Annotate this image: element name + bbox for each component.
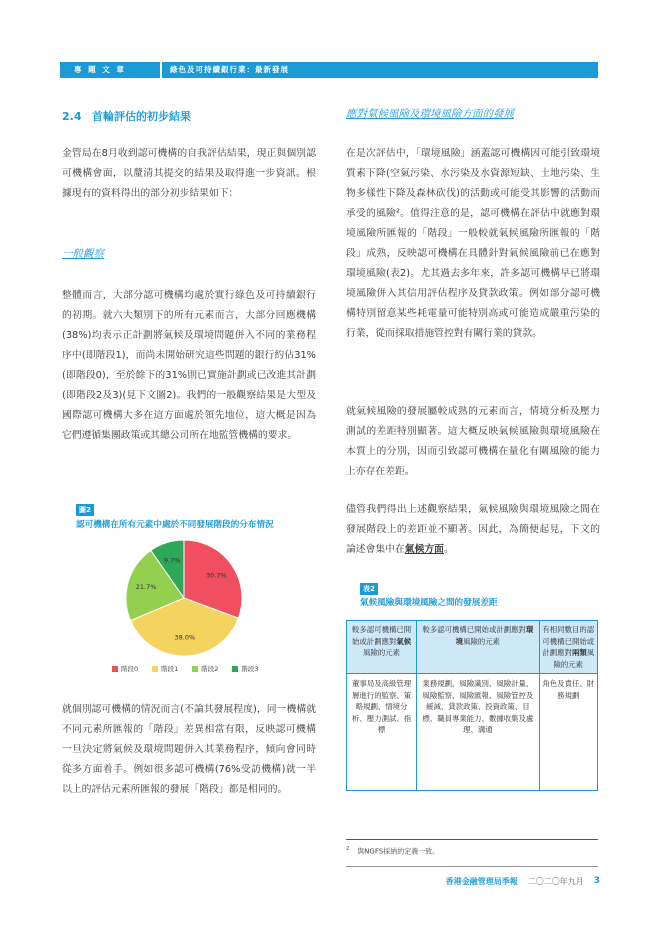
table-row — [347, 674, 598, 791]
legend-item-3 — [232, 664, 258, 673]
footnote-divider — [346, 839, 598, 840]
right-subheading — [346, 104, 600, 125]
figure-title: 認可機構在所有元素中處於不同發展階段的分布情況 — [76, 520, 274, 530]
th-emphasis: 環境 — [455, 625, 534, 646]
table-title: 氣候風險與環境風險之間的發展差距 — [360, 598, 498, 608]
table-tag: 表2 — [360, 583, 378, 595]
right-subtitle: 應對氣候風險及環境風險方面的發展 — [346, 108, 514, 120]
page-footer — [446, 876, 600, 887]
section-number: 2.4 — [62, 110, 82, 123]
section-heading — [62, 108, 191, 124]
pie-label-3: 9.7% — [163, 556, 181, 565]
figure-tag: 圖2 — [76, 504, 94, 516]
right-paragraph-1: 在是次評估中，「環境風險」涵蓋認可機構因可能引致環境質素下降(空氣污染、水污染及水資源短缺、土地污染、生物多樣性下降及森林砍伐)的活動或可能受其影響的活動而承受的風險²。值得注意的是，認可機構在評估中就應對環境風險所匯報的「階段」一般較就氣候風險所匯報的「階段」成熟，反映認可機構在具體針對氣候風險前已在應對環境風險(表2)。尤其過去多年來，許多認可機構早已將環境風險併入其信用評估程序及貸款政策。例如部分認可機構特別留意某些耗電量可能特別高或可能造成嚴重污染的行業，從而採取措施管控對有關行業的貸款。 — [346, 148, 600, 339]
left-subheading — [62, 244, 316, 265]
left-paragraph-2: 整體而言，大部分認可機構均處於實行綠色及可持續銀行的初期。就六大類別下的所有元素而言，大部分回應機構(38%)均表示正計劃將氣候及環境問題併入不同的業務程序中(即階段1)，而尚未開始研究這些問題的銀行約佔31%(即階段0)，至於餘下的31%則已實施計劃或已改進其計劃(即階段2及3)(見下文圖2)。我們的一般觀察結果是大型及國際認可機構大多在這方面處於領先地位，這大概是因為它們遵循集團政策或其總公司所在地監管機構的要求。 — [62, 290, 316, 441]
footer-date: 二〇二〇年九月 — [527, 877, 584, 886]
footnote — [346, 846, 439, 856]
th-pre: 較多認可機構已開始或計劃應對 — [352, 625, 412, 646]
pie-label-1: 38.0% — [174, 633, 196, 642]
legend-item-1 — [152, 664, 178, 673]
th-emphasis: 兩類 — [571, 648, 587, 657]
legend-swatch — [232, 666, 238, 672]
footnote-text: 與NGFS採納的定義一致。 — [357, 847, 440, 856]
legend-swatch — [152, 666, 158, 672]
comparison-table — [346, 620, 598, 791]
table-header-climate — [347, 621, 417, 674]
th-emphasis: 氣候 — [396, 636, 412, 646]
header-section-label: 專 題 文 章 — [74, 65, 126, 74]
section-title: 首輪評估的初步結果 — [92, 110, 191, 123]
header-bar — [60, 62, 598, 78]
footer-publication: 香港金融管理局季報 — [445, 877, 518, 886]
legend-label: 階段1 — [161, 665, 179, 673]
pie-label-0: 30.7% — [206, 571, 227, 580]
footer-divider — [346, 866, 598, 867]
page-number: 3 — [593, 876, 600, 886]
legend-item-2 — [192, 664, 218, 673]
table-header-environment — [417, 621, 539, 674]
legend-item-0 — [112, 664, 138, 673]
legend-swatch — [112, 666, 118, 672]
header-separator — [160, 62, 162, 78]
legend-label: 階段2 — [201, 665, 219, 673]
left-paragraph-1: 金管局在8月收到認可機構的自我評估結果，現正與個別認可機構會面，以釐清其提交的結果及取得進一步資訊。根據現有的資料得出的部分初步結果如下： — [62, 148, 316, 199]
pie-chart — [120, 536, 248, 660]
chart-legend — [112, 664, 259, 673]
right-p3-pre: 儘管我們得出上述觀察結果，氣候風險與環境風險之間在發展階段上的差距並不顯著。因此，為簡便起見，下文的論述會集中在 — [346, 504, 600, 555]
footnote-number: 2 — [346, 846, 350, 852]
table-cell-climate: 董事局及高級管理層進行的監察、策略規劃、情境分析、壓力測試、指標 — [347, 674, 417, 791]
right-paragraph-3 — [346, 500, 600, 560]
right-p3-post: 。 — [443, 544, 454, 555]
legend-swatch — [192, 666, 198, 672]
left-subtitle: 一般觀察 — [62, 248, 104, 260]
th-post: 風險的元素 — [553, 648, 595, 669]
pie-label-2: 21.7% — [135, 583, 157, 592]
table-cell-environment: 業務規劃、風險識別、風險計量、風險監察、風險匯報、風險管控及緩減、貸款政策、投資政策、目標、職員專業能力、數據收集及處理、溝通 — [417, 674, 539, 791]
right-p3-emphasis: 氣候方面 — [404, 544, 444, 555]
header-title: 綠色及可持續銀行業：最新發展 — [170, 65, 289, 74]
table-cell-both: 角色及責任、財務規劃 — [539, 674, 597, 791]
th-pre: 有相同數目的認可機構已開始或計劃應對 — [542, 625, 595, 657]
table-header-row — [347, 621, 598, 674]
right-paragraph-2: 就氣候風險的發展屬較成熟的元素而言，情境分析及壓力測試的差距特別顯著。這大概反映氣候風險與環境風險在本質上的分別，因而引致認可機構在量化有關風險的能力上亦存在差距。 — [346, 406, 600, 477]
legend-label: 階段3 — [241, 665, 259, 673]
th-post: 風險的元素 — [363, 648, 401, 657]
th-post: 風險的元素 — [463, 636, 501, 646]
table-header-both — [539, 621, 597, 674]
left-paragraph-3: 就個別認可機構的情況而言(不論其發展程度)，同一機構就不同元素所匯報的「階段」差異相當有限，反映認可機構一旦決定將氣候及環境問題併入其業務程序，傾向會同時從多方面着手。例如很多認可機構(76%受訪機構)就一半以上的評估元素所匯報的發展「階段」都是相同的。 — [62, 704, 316, 795]
legend-label: 階段0 — [121, 665, 139, 673]
th-pre: 較多認可機構已開始或計劃應對 — [422, 625, 526, 634]
